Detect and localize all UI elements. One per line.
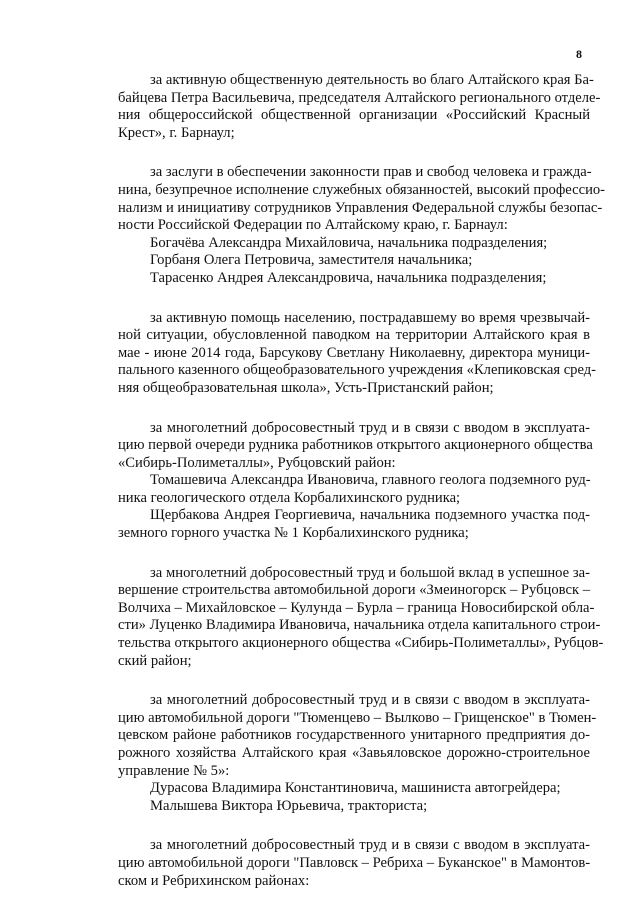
award-paragraph bbox=[118, 692, 597, 815]
recipient-item bbox=[118, 252, 590, 270]
paragraph-line: за заслуги в обеспечении законности прав и свобод человека и гражда- bbox=[150, 164, 592, 181]
paragraph-line: за многолетний добросовестный труд и в связи с вводом в эксплуата- bbox=[150, 837, 590, 854]
recipient-line: Горбаня Олега Петровича, заместителя начальника; bbox=[150, 252, 473, 269]
paragraph-line: тельства открытого акционерного общества «Сибирь-Полиметаллы», Рубцов- bbox=[118, 635, 604, 652]
paragraph-line: сти» Луценко Владимира Ивановича, начальника отдела капитального строи- bbox=[118, 617, 601, 634]
paragraph-line: ния общероссийской общественной организации «Российский Красный bbox=[118, 107, 590, 124]
recipient-line: Тарасенко Андрея Александровича, начальника подразделения; bbox=[150, 269, 547, 286]
recipient-item bbox=[118, 507, 590, 542]
paragraph-line: ности Российской Федерации по Алтайскому краю, г. Барнаул: bbox=[118, 217, 508, 234]
paragraph-line: за многолетний добросовестный труд и большой вклад в успешное за- bbox=[150, 564, 590, 581]
paragraph-line: «Сибирь-Полиметаллы», Рубцовский район: bbox=[118, 454, 396, 471]
paragraph-line: ной ситуации, обусловленной паводком на территории Алтайского края в bbox=[118, 327, 590, 344]
document-body bbox=[118, 72, 606, 912]
paragraph-line: рожного хозяйства Алтайского края «Завьяловское дорожно-строительное bbox=[118, 745, 590, 761]
paragraph-line: цию автомобильной дороги "Павловск – Ребриха – Буканское" в Мамонтов- bbox=[118, 854, 591, 871]
award-paragraph bbox=[118, 837, 590, 890]
recipient-line: ника геологического отдела Корбалихинского рудника; bbox=[118, 489, 461, 506]
paragraph-line: вершение строительства автомобильной дороги «Змеиногорск – Рубцовск – bbox=[118, 582, 590, 599]
paragraph-line: байцева Петра Васильевича, председателя Алтайского регионального отделе- bbox=[118, 89, 601, 106]
paragraph-line: няя общеобразовательная школа», Усть-Пристанский район; bbox=[118, 379, 494, 396]
paragraph-line: цевском районе работников государственного унитарного предприятия до- bbox=[118, 727, 590, 744]
paragraph-line: ском и Ребрихинском районах: bbox=[118, 872, 310, 889]
recipient-item bbox=[118, 270, 590, 288]
paragraph-line: нина, безупречное исполнение служебных обязанностей, высокий профессио- bbox=[118, 181, 606, 198]
recipient-item bbox=[118, 235, 590, 253]
paragraph-line: за многолетний добросовестный труд и в связи с вводом в эксплуата- bbox=[150, 419, 590, 436]
paragraph-line: за многолетний добросовестный труд и в связи с вводом в эксплуата- bbox=[150, 692, 590, 709]
award-paragraph bbox=[118, 564, 604, 671]
recipient-item bbox=[118, 472, 590, 507]
recipient-line: Томашевича Александра Ивановича, главного геолога подземного руд- bbox=[150, 472, 591, 489]
recipient-line: Дурасова Владимира Константиновича, машиниста автогрейдера; bbox=[150, 780, 561, 797]
award-paragraph bbox=[118, 164, 606, 287]
paragraph-line: управление № 5»: bbox=[118, 762, 230, 779]
recipient-item bbox=[118, 780, 590, 798]
recipient-line: Щербакова Андрея Георгиевича, начальника подземного участка под- bbox=[150, 507, 590, 524]
paragraph-line: нализм и инициативу сотрудников Управления Федеральной службы безопас- bbox=[118, 199, 603, 216]
award-paragraph bbox=[118, 419, 593, 543]
paragraph-line: Волчиха – Михайловское – Кулунда – Бурла – граница Новосибирской обла- bbox=[118, 599, 595, 616]
award-paragraph bbox=[118, 309, 597, 398]
paragraph-line: мае - июне 2014 года, Барсукову Светлану Николаевну, директора муници- bbox=[118, 344, 590, 361]
paragraph-line: пального казенного общеобразовательного учреждения «Клепиковская сред- bbox=[118, 362, 597, 379]
paragraph-line: за активную общественную деятельность во благо Алтайского края Ба- bbox=[150, 72, 594, 88]
award-paragraph bbox=[118, 72, 601, 142]
page-number: 8 bbox=[576, 47, 582, 61]
recipient-item bbox=[118, 798, 590, 816]
paragraph-line: за активную помощь населению, пострадавшему во время чрезвычай- bbox=[150, 309, 590, 326]
recipient-line: земного горного участка № 1 Корбалихинского рудника; bbox=[118, 525, 469, 542]
paragraph-line: ский район; bbox=[118, 652, 192, 669]
recipient-line: Малышева Виктора Юрьевича, тракториста; bbox=[150, 797, 428, 814]
paragraph-line: цию автомобильной дороги "Тюменцево – Вылково – Грищенское" в Тюмен- bbox=[118, 709, 597, 726]
paragraph-line: цию первой очереди рудника работников открытого акционерного общества bbox=[118, 437, 593, 454]
recipient-line: Богачёва Александра Михайловича, начальника подразделения; bbox=[150, 234, 548, 251]
paragraph-line: Крест», г. Барнаул; bbox=[118, 124, 235, 141]
